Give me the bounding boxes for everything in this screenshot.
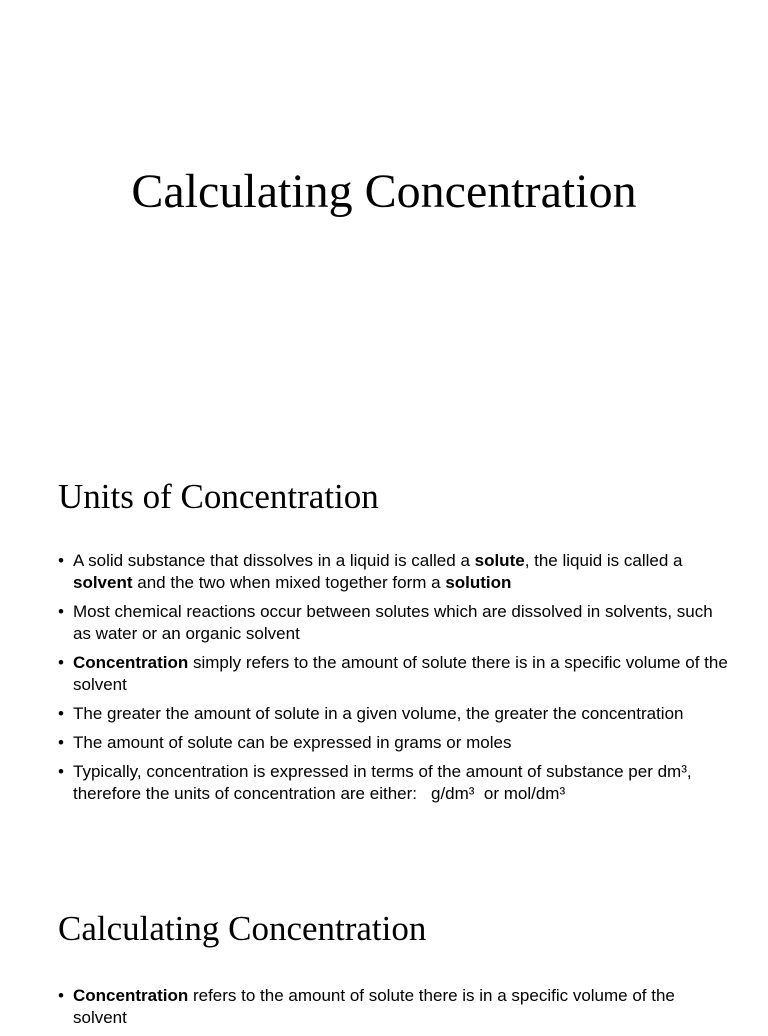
bullet-item <box>58 652 728 696</box>
bullet-item <box>58 732 728 754</box>
keyword-solution: solution <box>445 573 512 592</box>
bullet-text: , the liquid is called a <box>524 551 683 570</box>
bullet-dot: • <box>58 986 64 1005</box>
keyword-solvent: solvent <box>73 573 133 592</box>
bullet-text: simply refers to the amount of solute there is in a specific volume of the solvent <box>73 653 728 694</box>
calculating-bullet-list <box>58 985 728 1036</box>
bullet-text: refers to the amount of solute there is in a specific volume of the solvent <box>73 986 675 1027</box>
unit-g-per-dm3: g/dm³ <box>430 784 475 803</box>
bullet-text: The amount of solute can be expressed in grams or moles <box>73 733 512 752</box>
bullet-dot: • <box>58 653 64 672</box>
keyword-solute: solute <box>474 551 525 570</box>
bullet-dot: • <box>58 551 64 570</box>
bullet-dot: • <box>58 733 64 752</box>
bullet-dot: • <box>58 602 64 621</box>
bullet-text: A solid substance that dissolves in a liquid is called a <box>73 551 475 570</box>
slide-title: Calculating Concentration <box>131 165 637 218</box>
bullet-item <box>58 761 728 805</box>
section-title-units: Units of Concentration <box>58 477 379 516</box>
section-title-calculating: Calculating Concentration <box>58 909 427 948</box>
bullet-text: Most chemical reactions occur between solutes which are dissolved in solvents, such as water or an organic solvent <box>73 602 713 643</box>
unit-mol-per-dm3: or mol/dm³ <box>474 784 566 803</box>
bullet-item <box>58 985 728 1029</box>
bullet-text: and the two when mixed together form a <box>132 573 446 592</box>
bullet-item <box>58 550 728 594</box>
keyword-concentration: Concentration <box>73 653 189 672</box>
bullet-text: Typically, concentration is expressed in terms of the amount of substance per dm³, therefore the units of concentration are either: <box>73 762 692 803</box>
units-bullet-list <box>58 550 728 812</box>
bullet-dot: • <box>58 704 64 723</box>
keyword-concentration: Concentration <box>73 986 189 1005</box>
bullet-dot: • <box>58 762 64 781</box>
bullet-item <box>58 601 728 645</box>
bullet-item <box>58 703 728 725</box>
bullet-text: The greater the amount of solute in a given volume, the greater the concentration <box>73 704 684 723</box>
